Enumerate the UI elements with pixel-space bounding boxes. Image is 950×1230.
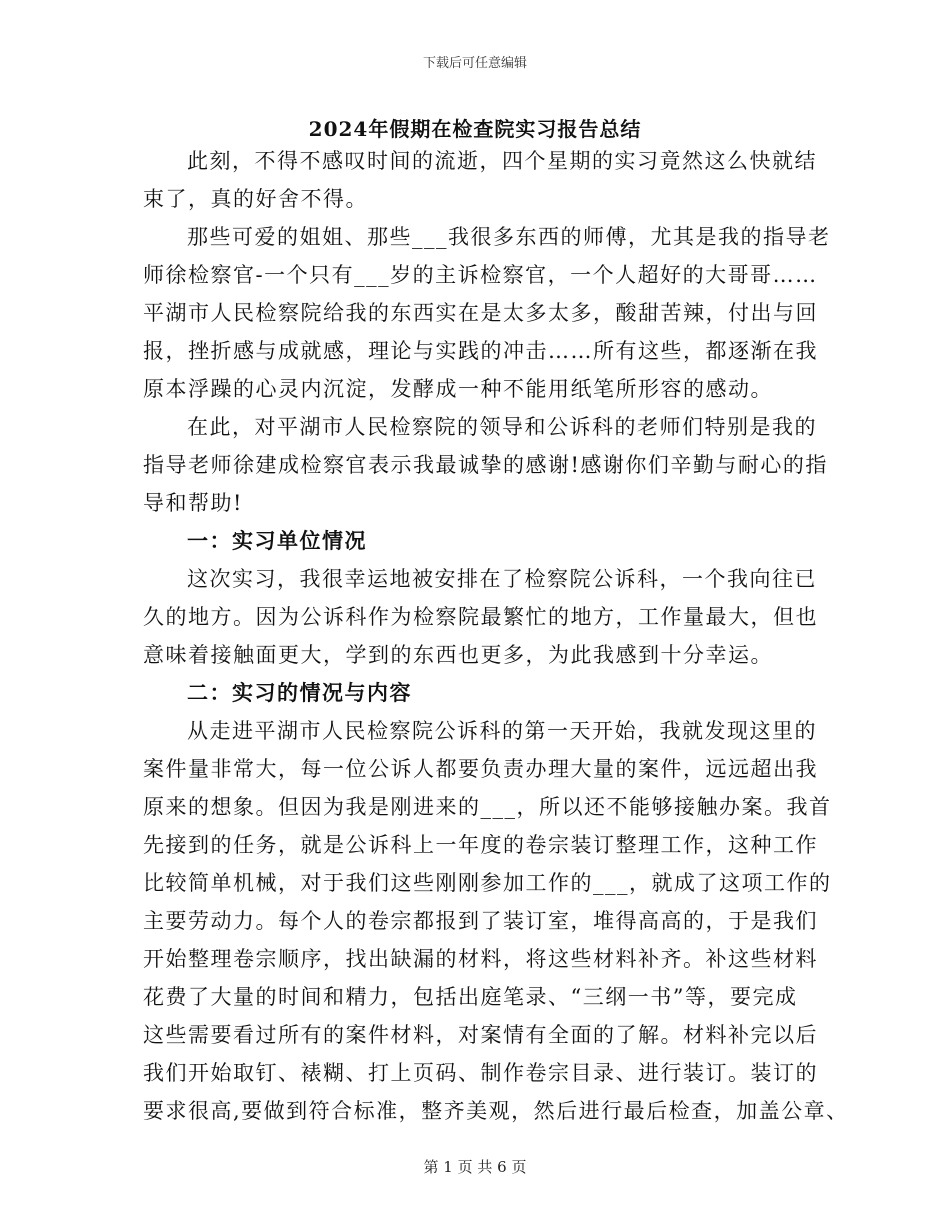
body-line: 比较简单机械，对于我们这些刚刚参加工作的___，就成了这项工作的 [143,871,832,895]
page-number: 第 1 页 共 6 页 [423,1158,527,1176]
body-line: 先接到的任务，就是公诉科上一年度的卷宗装订整理工作，这种工作 [143,833,818,857]
body-line: 主要劳动力。每个人的卷宗都报到了装订室，堆得高高的，于是我们 [143,909,818,933]
document-title: 2024年假期在检查院实习报告总结 [308,117,642,141]
body-line: 开始整理卷宗顺序，找出缺漏的材料，将这些材料补齐。补这些材料 [143,947,818,971]
section-heading: 一：实习单位情况 [187,528,367,553]
body-line: 花费了大量的时间和精力，包括出庭笔录、“三纲一书”等，要完成 [143,985,798,1009]
body-line: 案件量非常大，每一位公诉人都要负责办理大量的案件，远远超出我 [143,757,818,781]
document-body [143,142,849,1130]
body-line: 原本浮躁的心灵内沉淀，发酵成一种不能用纸笔所形容的感动。 [143,377,773,401]
body-line: 这些需要看过所有的案件材料，对案情有全面的了解。材料补完以后 [143,1023,818,1047]
body-line: 在此，对平湖市人民检察院的领导和公诉科的老师们特别是我的 [187,415,817,439]
body-line: 束了，真的好舍不得。 [143,187,368,211]
body-line: 意味着接触面更大，学到的东西也更多，为此我感到十分幸运。 [143,643,773,667]
body-line: 久的地方。因为公诉科作为检察院最繁忙的地方，工作量最大，但也 [143,605,818,629]
body-line: 要求很高,要做到符合标准，整齐美观，然后进行最后检查，加盖公章、 [143,1099,849,1123]
body-line: 那些可爱的姐姐、那些___我很多东西的师傅，尤其是我的指导老 [187,225,831,249]
body-line: 此刻，不得不感叹时间的流逝，四个星期的实习竟然这么快就结 [187,149,817,173]
body-line: 报，挫折感与成就感，理论与实践的冲击……所有这些，都逐渐在我 [143,339,818,363]
body-line: 原来的想象。但因为我是刚进来的___，所以还不能够接触办案。我首 [143,795,832,819]
body-line: 这次实习，我很幸运地被安排在了检察院公诉科，一个我向往已 [187,567,817,591]
section-heading: 二：实习的情况与内容 [187,680,412,705]
body-line: 指导老师徐建成检察官表示我最诚挚的感谢!感谢你们辛勤与耐心的指 [143,453,828,477]
body-line: 导和帮助! [143,491,243,515]
header-note: 下载后可任意编辑 [422,56,527,71]
body-line: 从走进平湖市人民检察院公诉科的第一天开始，我就发现这里的 [187,719,817,743]
body-line: 我们开始取钉、裱糊、打上页码、制作卷宗目录、进行装订。装订的 [143,1061,818,1085]
body-line: 师徐检察官-一个只有___岁的主诉检察官，一个人超好的大哥哥…… [143,263,818,287]
body-line: 平湖市人民检察院给我的东西实在是太多太多，酸甜苦辣，付出与回 [143,301,818,325]
